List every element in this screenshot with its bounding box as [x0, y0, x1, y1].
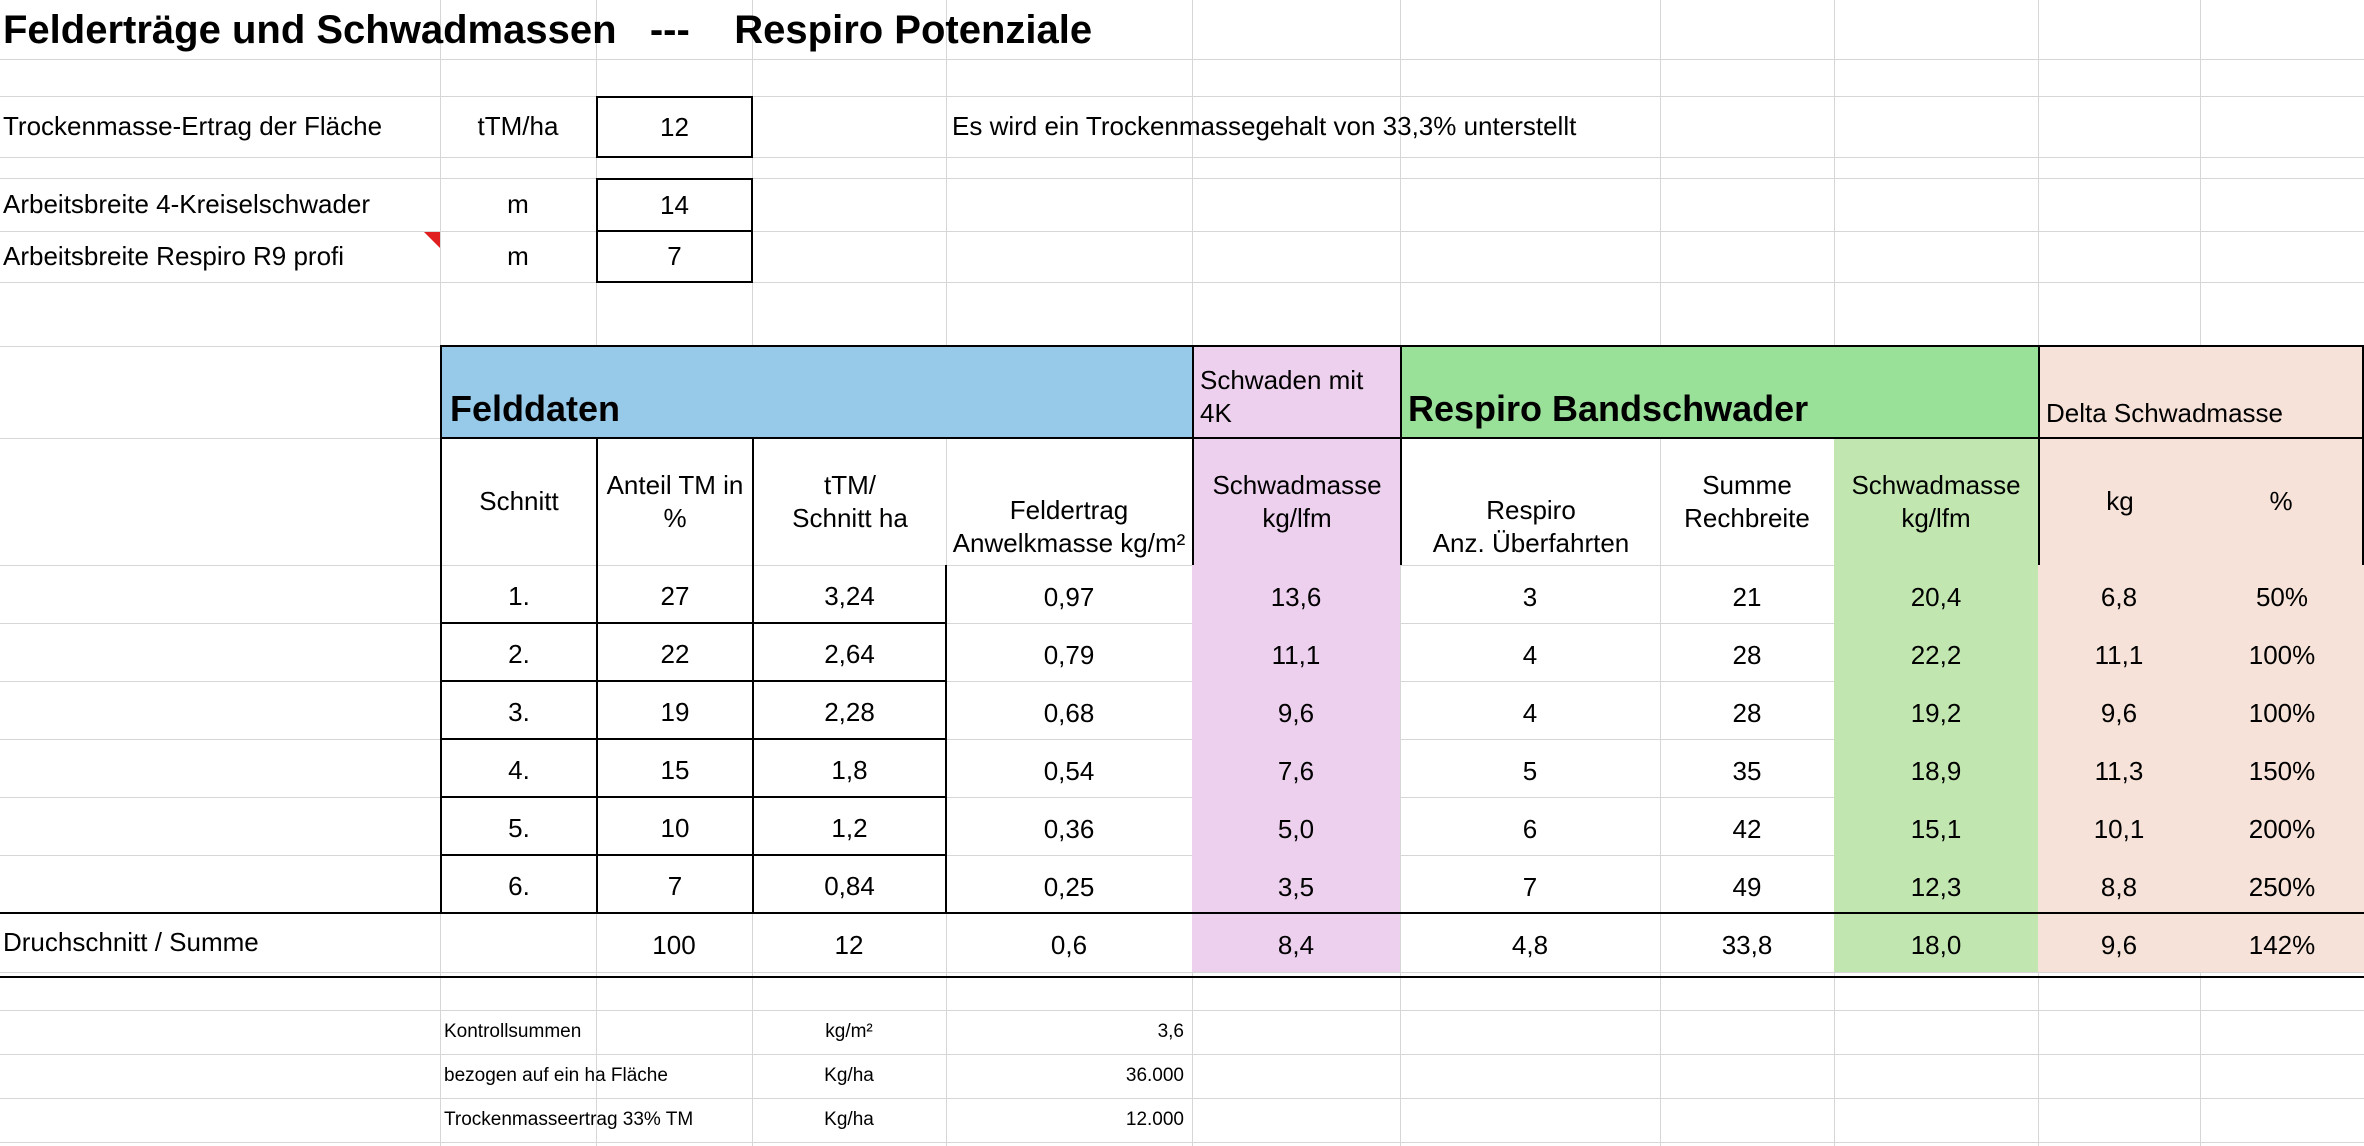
param-input-kreiselschwader[interactable]: 14: [596, 178, 753, 232]
param-label-kreiselschwader[interactable]: Arbeitsbreite 4-Kreiselschwader: [3, 189, 371, 220]
table-cell[interactable]: 20,4: [1910, 582, 1962, 613]
table-cell[interactable]: 28: [1732, 640, 1762, 671]
check-label[interactable]: Kontrollsummen: [444, 1021, 582, 1043]
summary-label[interactable]: Druchschnitt / Summe: [3, 927, 259, 958]
table-cell[interactable]: 0,68: [1043, 698, 1095, 729]
header-schnitt-label: Schnitt: [479, 486, 559, 517]
header-line: Schwadmasse: [1212, 470, 1382, 500]
table-cell[interactable]: 4: [1522, 698, 1538, 729]
table-cell[interactable]: 6.: [440, 855, 596, 914]
check-value[interactable]: 12.000: [1125, 1109, 1184, 1131]
table-cell[interactable]: 9,6: [1277, 698, 1315, 729]
header-delta-pct[interactable]: [2200, 438, 2364, 565]
table-cell[interactable]: 3: [1522, 582, 1538, 613]
table-cell[interactable]: 7: [1522, 872, 1538, 903]
table-cell[interactable]: 22,2: [1910, 640, 1962, 671]
table-cell[interactable]: 5.: [440, 797, 596, 856]
table-cell[interactable]: 50%: [2255, 582, 2309, 613]
table-cell[interactable]: 6: [1522, 814, 1538, 845]
header-respiro-ueberfahrten[interactable]: [1400, 438, 1660, 565]
summary-cell[interactable]: 12: [834, 930, 864, 961]
header-line: %: [2269, 486, 2293, 517]
header-line: Schnitt ha: [792, 502, 908, 533]
param-note-tm-gehalt[interactable]: Es wird ein Trockenmassegehalt von 33,3% unterstellt: [952, 111, 1577, 142]
param-label-tm-ertrag[interactable]: Trockenmasse-Ertrag der Fläche: [3, 111, 383, 142]
summary-cell[interactable]: 0,6: [1050, 930, 1088, 961]
table-cell[interactable]: 7: [596, 855, 752, 914]
table-cell[interactable]: 21: [1732, 582, 1762, 613]
table-cell[interactable]: 100%: [2248, 640, 2316, 671]
param-label-respiro-r9[interactable]: Arbeitsbreite Respiro R9 profi: [3, 241, 345, 272]
header-line: Summe: [1702, 470, 1792, 500]
table-cell[interactable]: 2,28: [752, 681, 947, 740]
header-line: %: [663, 502, 687, 533]
header-feldertrag[interactable]: [946, 438, 1192, 565]
table-cell[interactable]: 150%: [2248, 756, 2316, 787]
table-cell[interactable]: 6,8: [2100, 582, 2138, 613]
sheet-title[interactable]: Felderträge und Schwadmassen --- Respiro Potenziale: [3, 7, 1093, 52]
param-unit-tm-ertrag[interactable]: tTM/ha: [477, 111, 559, 142]
table-cell[interactable]: 19: [596, 681, 752, 740]
summary-cell[interactable]: 100: [652, 930, 696, 961]
table-cell[interactable]: 11,1: [2094, 640, 2144, 671]
section-felddaten[interactable]: Felddaten: [440, 345, 1192, 439]
header-line: Anteil TM in: [606, 470, 744, 500]
table-cell[interactable]: 18,9: [1910, 756, 1962, 787]
table-cell[interactable]: 9,6: [2100, 698, 2138, 729]
table-cell[interactable]: 8,8: [2100, 872, 2138, 903]
header-line: Anz. Überfahrten: [1432, 527, 1630, 558]
header-ttm-schnitt[interactable]: [752, 438, 946, 565]
table-cell[interactable]: 1,8: [752, 739, 947, 798]
check-unit[interactable]: Kg/ha: [824, 1065, 874, 1087]
summary-cell[interactable]: 18,0: [1910, 930, 1962, 961]
table-cell[interactable]: 27: [596, 565, 752, 624]
header-line: Rechbreite: [1684, 502, 1810, 533]
check-value[interactable]: 36.000: [1125, 1065, 1184, 1087]
table-cell[interactable]: 2.: [440, 623, 596, 682]
table-cell[interactable]: 2,64: [752, 623, 947, 682]
table-cell[interactable]: 7,6: [1277, 756, 1315, 787]
param-input-respiro-r9[interactable]: 7: [596, 231, 753, 283]
summary-cell[interactable]: 8,4: [1277, 930, 1315, 961]
table-cell[interactable]: 10: [596, 797, 752, 856]
header-line: Schwadmasse: [1851, 470, 2021, 500]
table-cell[interactable]: 0,97: [1043, 582, 1095, 613]
table-cell[interactable]: 3.: [440, 681, 596, 740]
header-line: kg: [2106, 486, 2134, 517]
table-cell[interactable]: 42: [1732, 814, 1762, 845]
check-unit[interactable]: Kg/ha: [824, 1109, 874, 1131]
table-cell[interactable]: 0,79: [1043, 640, 1095, 671]
gridline: [0, 59, 2364, 60]
param-input-tm-ertrag[interactable]: 12: [596, 96, 753, 158]
summary-cell[interactable]: 9,6: [2100, 930, 2138, 961]
header-line: kg/lfm: [1262, 502, 1332, 533]
section-schwaden-4k[interactable]: Schwaden mit 4K: [1192, 345, 1400, 439]
table-cell[interactable]: 3,24: [752, 565, 947, 624]
header-line: Anwelkmasse kg/m²: [952, 527, 1186, 558]
summary-cell[interactable]: 142%: [2248, 930, 2316, 961]
table-cell[interactable]: 0,36: [1043, 814, 1095, 845]
table-cell[interactable]: 200%: [2248, 814, 2316, 845]
check-label[interactable]: bezogen auf ein ha Fläche: [444, 1065, 668, 1087]
table-cell[interactable]: 0,84: [752, 855, 947, 914]
summary-cell[interactable]: 4,8: [1511, 930, 1549, 961]
table-cell[interactable]: 10,1: [2093, 814, 2145, 845]
param-unit-kreiselschwader[interactable]: m: [507, 189, 529, 220]
table-cell[interactable]: 1.: [440, 565, 596, 624]
table-cell[interactable]: 15,1: [1910, 814, 1962, 845]
gridline: [0, 157, 2364, 158]
header-schwadmasse-4k[interactable]: [1192, 438, 1400, 565]
table-cell[interactable]: 22: [596, 623, 752, 682]
table-cell[interactable]: 15: [596, 739, 752, 798]
header-delta-kg[interactable]: [2038, 438, 2200, 565]
table-cell[interactable]: 19,2: [1910, 698, 1962, 729]
table-cell[interactable]: 13,6: [1270, 582, 1322, 613]
table-cell[interactable]: 49: [1732, 872, 1762, 903]
gridline: [0, 1142, 2364, 1143]
table-cell[interactable]: 11,1: [1271, 640, 1321, 671]
table-cell[interactable]: 4.: [440, 739, 596, 798]
gridline: [0, 282, 2364, 283]
header-line: tTM/: [824, 470, 876, 500]
header-line: kg/lfm: [1901, 502, 1971, 533]
header-schwadmasse-respiro[interactable]: [1834, 438, 2038, 565]
param-unit-respiro-r9[interactable]: m: [507, 241, 529, 272]
check-value[interactable]: 3,6: [1157, 1021, 1184, 1043]
section-respiro-bandschwader[interactable]: Respiro Bandschwader: [1400, 345, 2038, 439]
table-cell[interactable]: 0,54: [1043, 756, 1095, 787]
header-summe-rechbreite[interactable]: [1660, 438, 1834, 565]
table-cell[interactable]: 250%: [2248, 872, 2316, 903]
table-cell[interactable]: 1,2: [752, 797, 947, 856]
table-cell[interactable]: 3,5: [1277, 872, 1315, 903]
table-cell[interactable]: 11,3: [2094, 756, 2144, 787]
table-cell[interactable]: 5,0: [1277, 814, 1315, 845]
table-cell[interactable]: 35: [1732, 756, 1762, 787]
table-cell[interactable]: 5: [1522, 756, 1538, 787]
summary-cell[interactable]: 33,8: [1721, 930, 1773, 961]
header-line: Feldertrag: [1009, 495, 1129, 525]
check-unit[interactable]: kg/m²: [825, 1021, 873, 1043]
table-cell[interactable]: 100%: [2248, 698, 2316, 729]
table-cell[interactable]: 28: [1732, 698, 1762, 729]
header-schnitt[interactable]: [440, 438, 596, 565]
table-cell[interactable]: 12,3: [1910, 872, 1962, 903]
check-label[interactable]: Trockenmasseertrag 33% TM: [444, 1109, 694, 1131]
table-cell[interactable]: 0,25: [1043, 872, 1095, 903]
header-line: Respiro: [1486, 495, 1576, 525]
header-anteil-tm[interactable]: [596, 438, 752, 565]
section-delta-schwadmasse[interactable]: Delta Schwadmasse: [2038, 345, 2364, 439]
table-cell[interactable]: 4: [1522, 640, 1538, 671]
